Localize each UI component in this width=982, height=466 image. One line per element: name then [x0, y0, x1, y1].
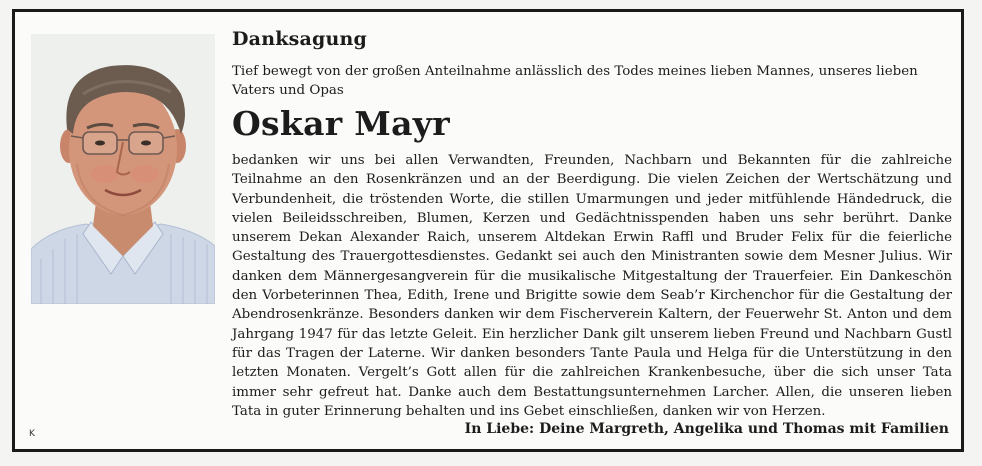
notice-intro: Tief bewegt von der großen Anteilnahme anlässlich des Todes meines lieben Mannes, unseres lieben Vaters und Opas: [232, 64, 918, 98]
portrait-photo: [31, 34, 215, 304]
obituary-notice: [12, 9, 964, 452]
notice-heading: Danksagung: [232, 28, 367, 50]
notice-body: bedanken wir uns bei allen Verwandten, Freunden, Nachbarn und Bekannten für die zahlreiche Teilnahme an den Rosenkränzen und an der Beerdigung. Die vielen Zeichen der Wertschätzung und Verbundenheit, die tröstenden Worte, die stillen Umarmungen und jeder mitfühlende Händedruck, die vielen Beileidsschreiben, Blumen, Kerzen und Gedächtnisspenden haben uns sehr berührt. Danke unserem Dekan Alexander Raich, unserem Altdekan Erwin Raffl und Bruder Felix für die feierliche Gestaltung des Trauergottesdienstes. Gedankt sei auch den Ministranten sowie dem Mesner Julius. Wir danken dem Männergesangverein für die musikalische Mitgestaltung der Trauerfeier. Ein Dankeschön den Vorbeterinnen Thea, Edith, Irene und Brigitte sowie dem Seab’r Kirchenchor für die Gestaltung der Abendrosenkränze. Besonders danken wir dem Fischerverein Kaltern, der Feuerwehr St. Anton und dem Jahrgang 1947 für das letzte Geleit. Ein herzlicher Dank gilt unserem lieben Freund und Nachbarn Gustl für das Tragen der Laterne. Wir danken besonders Tante Paula und Helga für die Unterstützung in den letzten Monaten. Vergelt’s Gott allen für die zahlreichen Krankenbesuche, über die sich unser Tata immer sehr gefreut hat. Danke auch dem Bestattungsunternehmen Larcher. Allen, die unseren lieben Tata in guter Erinnerung behalten und ins Gebet einschließen, danken wir von Herzen.: [232, 153, 952, 419]
notice-signature: In Liebe: Deine Margreth, Angelika und Thomas mit Familien: [464, 421, 949, 437]
portrait-illustration: [31, 34, 215, 304]
deceased-name: Oskar Mayr: [232, 104, 450, 143]
corner-mark: K: [29, 429, 35, 439]
